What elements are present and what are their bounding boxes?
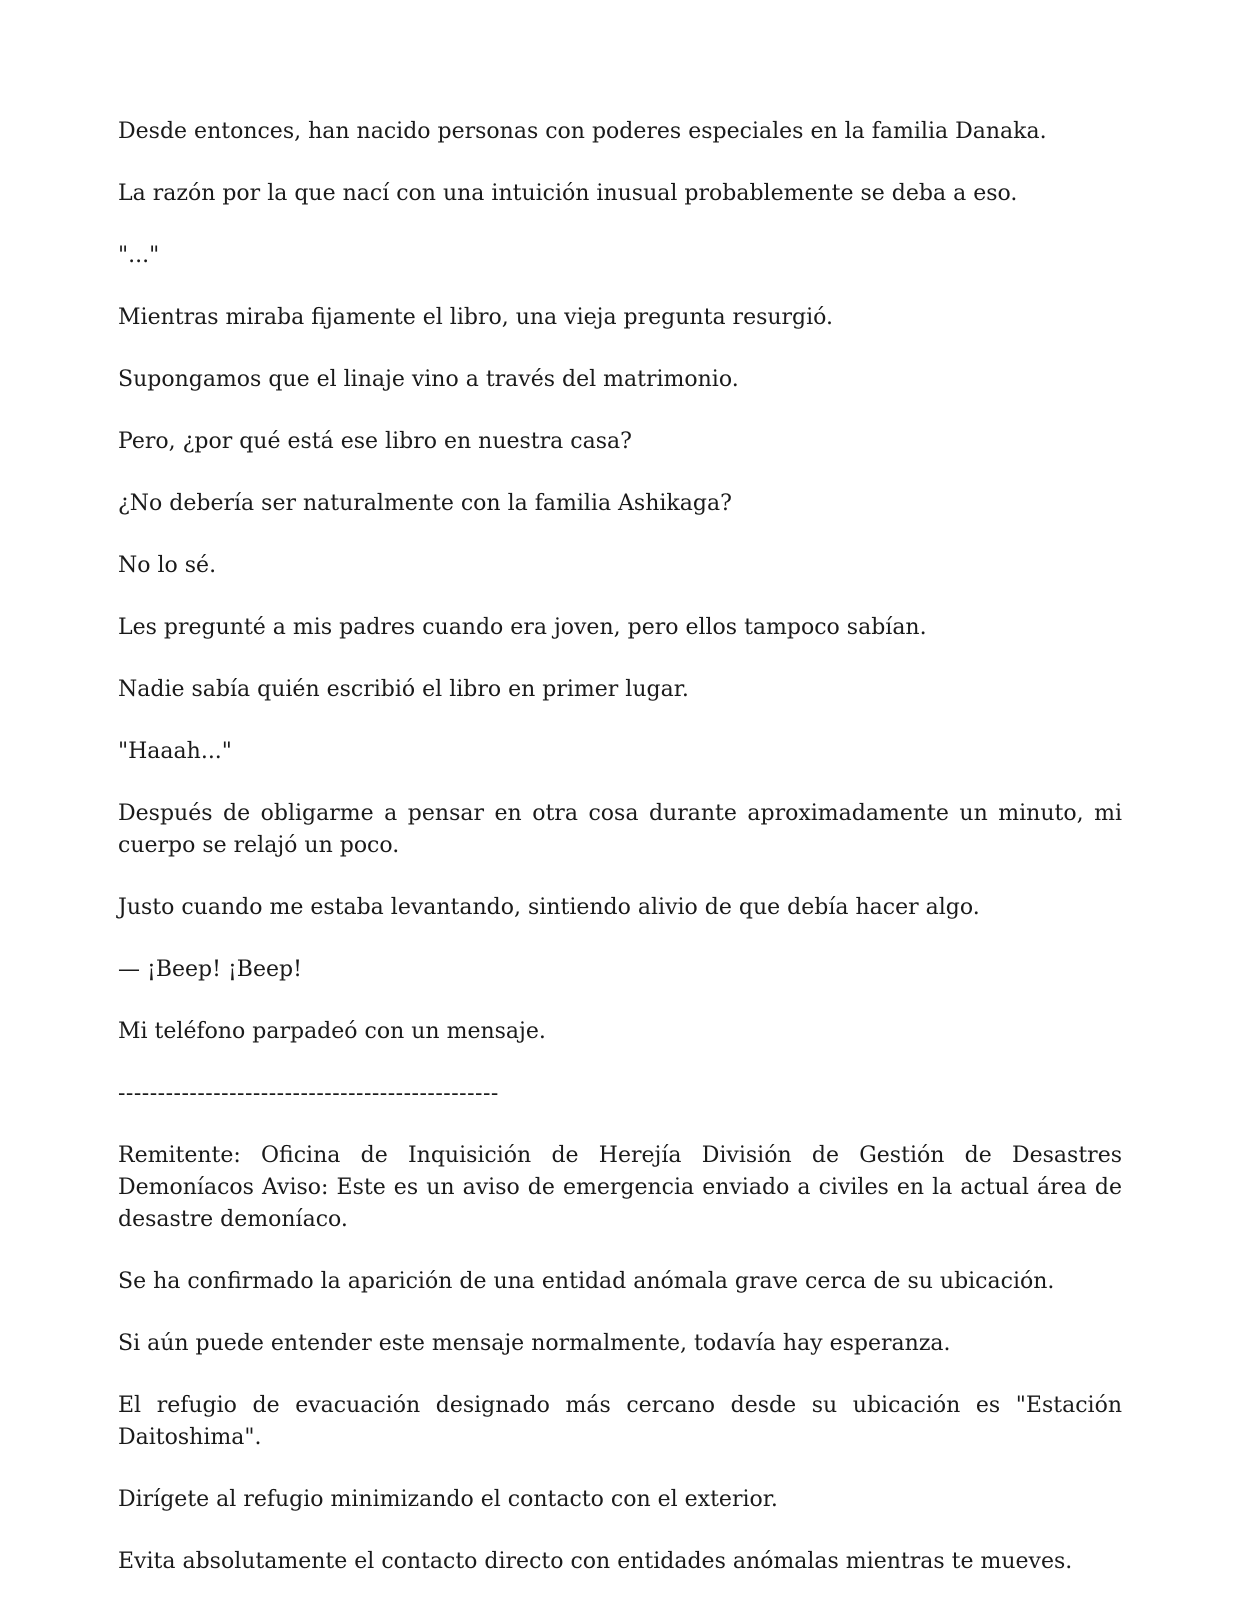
message-paragraph: Dirígete al refugio minimizando el contacto con el exterior. [118, 1487, 778, 1512]
paragraph: Mientras miraba fijamente el libro, una vieja pregunta resurgió. [118, 305, 834, 330]
paragraph: "..." [118, 243, 160, 268]
message-paragraph: Evita absolutamente el contacto directo con entidades anómalas mientras te mueves. [118, 1549, 1073, 1574]
message-paragraph: Se ha confirmado la aparición de una entidad anómala grave cerca de su ubicación. [118, 1269, 1055, 1294]
paragraph: ¿No debería ser naturalmente con la familia Ashikaga? [118, 491, 732, 516]
paragraph: Nadie sabía quién escribió el libro en primer lugar. [118, 677, 689, 702]
paragraph: "Haaah..." [118, 739, 232, 764]
paragraph: Después de obligarme a pensar en otra cosa durante aproximadamente un minuto, mi cuerpo se relajó un poco. [118, 801, 1122, 858]
paragraph: La razón por la que nací con una intuición inusual probablemente se deba a eso. [118, 181, 1018, 206]
paragraph: Mi teléfono parpadeó con un mensaje. [118, 1019, 546, 1044]
separator-line: ------------------------------------------------ [118, 1081, 499, 1106]
paragraph: Les pregunté a mis padres cuando era joven, pero ellos tampoco sabían. [118, 615, 927, 640]
paragraph: — ¡Beep! ¡Beep! [118, 957, 302, 982]
document-body [118, 116, 1122, 1578]
message-paragraph: El refugio de evacuación designado más cercano desde su ubicación es "Estación Daitoshima". [118, 1393, 1122, 1450]
message-paragraph: Remitente: Oficina de Inquisición de Herejía División de Gestión de Desastres Demoníacos Aviso: Este es un aviso de emergencia enviado a civiles en la actual área de desastre demoníaco. [118, 1143, 1122, 1232]
message-paragraph: Si aún puede entender este mensaje normalmente, todavía hay esperanza. [118, 1331, 951, 1356]
paragraph: Supongamos que el linaje vino a través del matrimonio. [118, 367, 739, 392]
paragraph: Justo cuando me estaba levantando, sintiendo alivio de que debía hacer algo. [118, 895, 980, 920]
paragraph: No lo sé. [118, 553, 217, 578]
paragraph: Desde entonces, han nacido personas con poderes especiales en la familia Danaka. [118, 119, 1047, 144]
paragraph: Pero, ¿por qué está ese libro en nuestra casa? [118, 429, 632, 454]
